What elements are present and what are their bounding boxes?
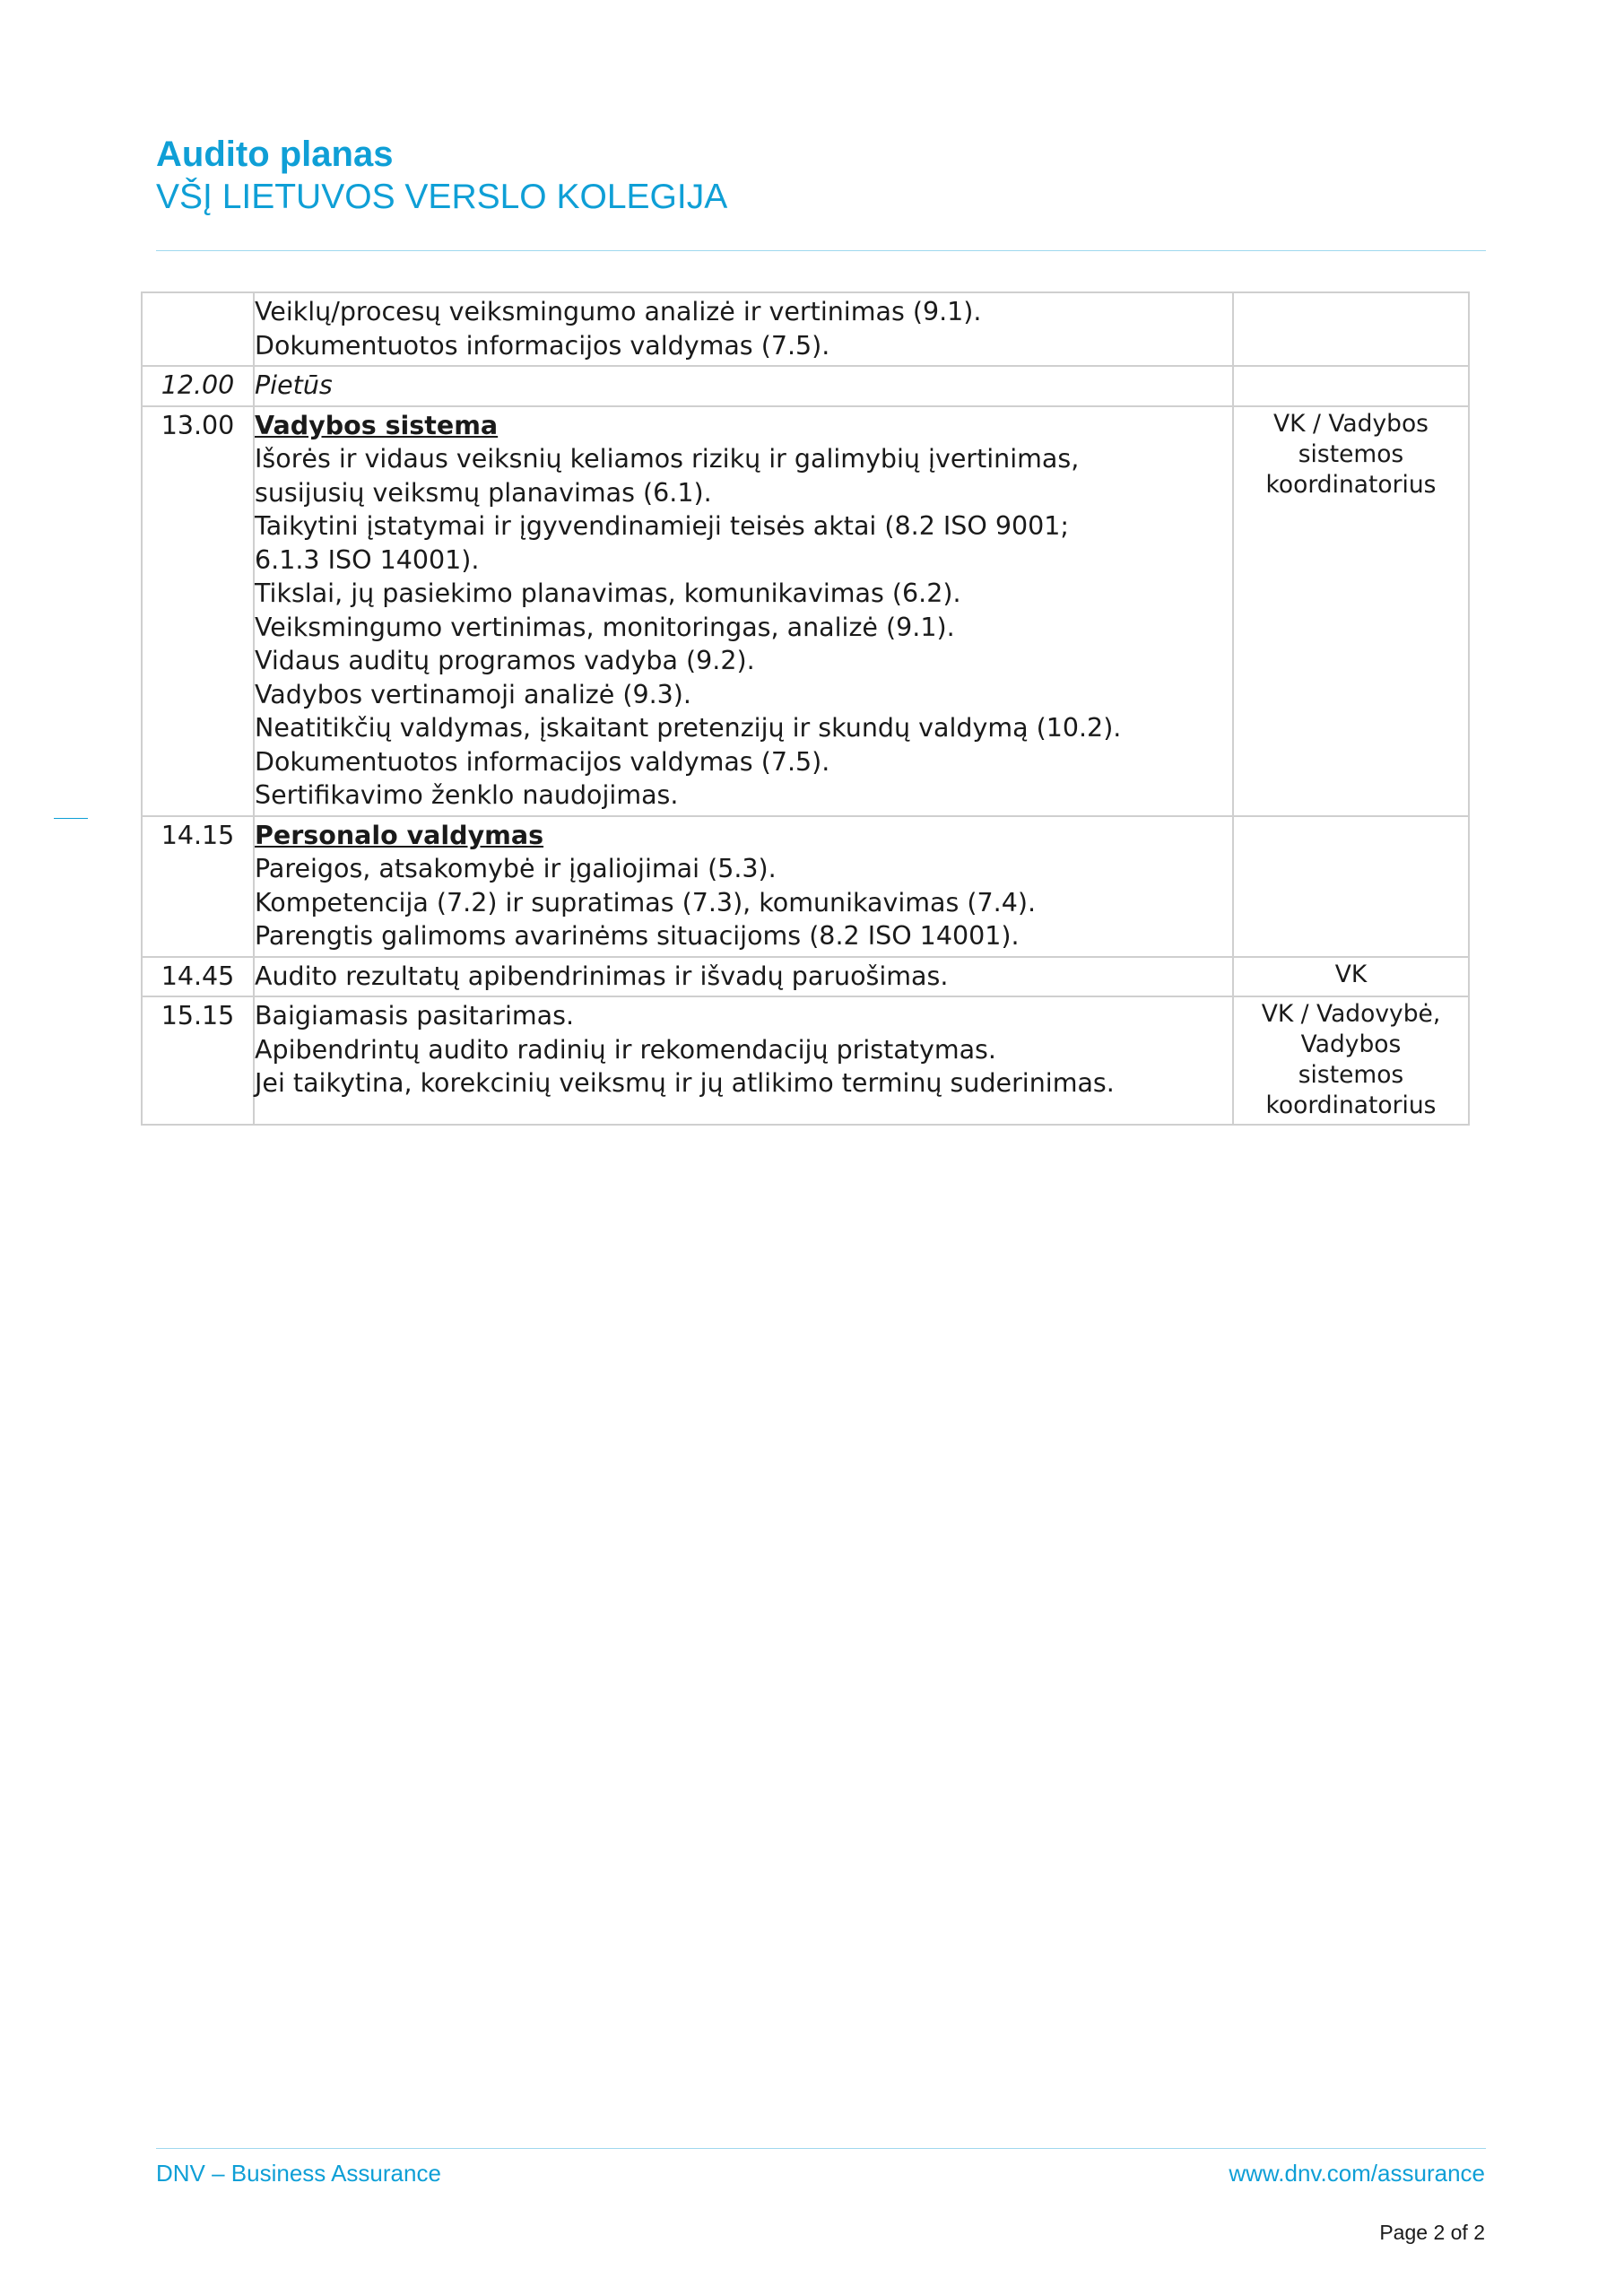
- time-cell: 15.15: [142, 996, 254, 1125]
- topic-line: Vadybos vertinamoji analizė (9.3).: [255, 679, 691, 709]
- topic-line: susijusių veiksmų planavimas (6.1).: [255, 477, 712, 508]
- topic-line: Tikslai, jų pasiekimo planavimas, komunikavimas (6.2).: [255, 578, 961, 608]
- document-header: [156, 133, 727, 219]
- audit-schedule-table: [141, 291, 1470, 1126]
- topic-line: Kompetencija (7.2) ir supratimas (7.3), komunikavimas (7.4).: [255, 887, 1037, 918]
- page-number: Page 2 of 2: [1379, 2221, 1485, 2244]
- responsible-line: koordinatorius: [1265, 1091, 1437, 1119]
- responsible-cell: [1233, 406, 1469, 816]
- topic-cell: [254, 292, 1233, 366]
- document-title: Audito planas: [156, 135, 394, 174]
- table-row: [142, 957, 1469, 997]
- footer-divider: [156, 2148, 1486, 2149]
- topic-line: Dokumentuotos informacijos valdymas (7.5).: [255, 330, 830, 361]
- topic-line: Veiklų/procesų veiksmingumo analizė ir vertinimas (9.1).: [255, 297, 982, 326]
- responsible-line: sistemos: [1298, 439, 1404, 468]
- topic-cell: [254, 957, 1233, 997]
- responsible-cell: [1233, 292, 1469, 366]
- table-row: [142, 406, 1469, 816]
- time-cell: 12.00: [142, 366, 254, 406]
- responsible-cell: [1233, 816, 1469, 957]
- topic-line: Pietūs: [255, 370, 333, 400]
- topic-line: Apibendrintų audito radinių ir rekomendacijų pristatymas.: [255, 1034, 996, 1065]
- responsible-line: koordinatorius: [1265, 470, 1437, 499]
- responsible-cell: [1233, 366, 1469, 406]
- table-row: [142, 816, 1469, 957]
- table-row: [142, 996, 1469, 1125]
- topic-line: Veiksmingumo vertinimas, monitoringas, analizė (9.1).: [255, 612, 955, 642]
- topic-line: Taikytini įstatymai ir įgyvendinamieji teisės aktai (8.2 ISO 9001;: [255, 511, 1070, 541]
- responsible-cell: [1233, 957, 1469, 997]
- section-heading: Vadybos sistema: [255, 410, 499, 440]
- time-cell: 14.15: [142, 816, 254, 957]
- topic-line: Vidaus auditų programos vadyba (9.2).: [255, 646, 755, 675]
- responsible-line: sistemos: [1298, 1061, 1404, 1089]
- header-divider: [156, 250, 1486, 251]
- topic-line: Išorės ir vidaus veiksnių keliamos rizikų ir galimybių įvertinimas,: [255, 444, 1080, 474]
- section-heading: Personalo valdymas: [255, 820, 544, 850]
- time-cell: 14.45: [142, 957, 254, 997]
- responsible-line: Vadybos: [1300, 1031, 1402, 1058]
- table-row: [142, 366, 1469, 406]
- responsible-line: VK: [1334, 960, 1368, 988]
- topic-line: Jei taikytina, korekcinių veiksmų ir jų atlikimo terminų suderinimas.: [255, 1068, 1115, 1098]
- topic-cell: [254, 996, 1233, 1125]
- responsible-line: VK / Vadybos: [1273, 409, 1429, 438]
- organization-name: VŠĮ LIETUVOS VERSLO KOLEGIJA: [156, 178, 728, 216]
- table-row: [142, 292, 1469, 366]
- topic-cell: [254, 406, 1233, 816]
- topic-line: Audito rezultatų apibendrinimas ir išvadų paruošimas.: [255, 961, 949, 991]
- margin-marker: [54, 818, 88, 819]
- topic-line: Neatitikčių valdymas, įskaitant pretenzijų ir skundų valdymą (10.2).: [255, 713, 1122, 743]
- topic-line: 6.1.3 ISO 14001).: [255, 544, 480, 575]
- topic-line: Dokumentuotos informacijos valdymas (7.5).: [255, 746, 830, 777]
- responsible-cell: [1233, 996, 1469, 1125]
- topic-line: Parengtis galimoms avarinėms situacijoms (8.2 ISO 14001).: [255, 921, 1020, 951]
- topic-line: Sertifikavimo ženklo naudojimas.: [255, 780, 679, 810]
- topic-cell: [254, 366, 1233, 406]
- time-cell: 13.00: [142, 406, 254, 816]
- responsible-line: VK / Vadovybė,: [1261, 1000, 1441, 1028]
- topic-cell: [254, 816, 1233, 957]
- footer-company: DNV – Business Assurance: [156, 2160, 441, 2187]
- topic-line: Baigiamasis pasitarimas.: [255, 1001, 575, 1031]
- footer-website-link[interactable]: www.dnv.com/assurance: [1229, 2160, 1485, 2187]
- topic-line: Pareigos, atsakomybė ir įgaliojimai (5.3).: [255, 854, 777, 883]
- time-cell: [142, 292, 254, 366]
